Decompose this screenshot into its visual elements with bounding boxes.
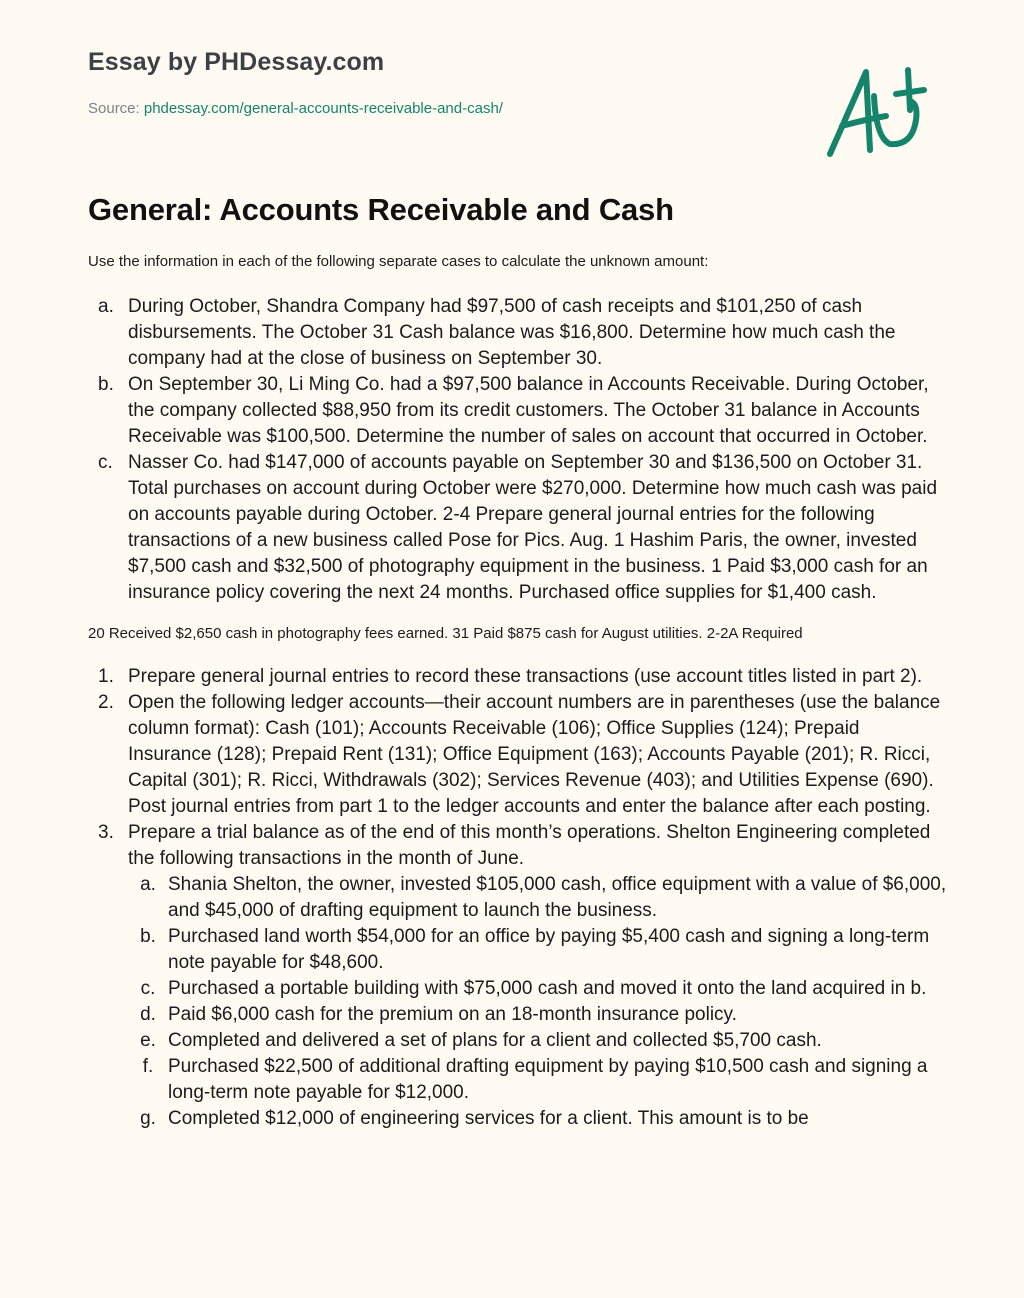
list-item-text: Purchased land worth $54,000 for an office by paying $5,400 cash and signing a long-term note payable for $48,600. xyxy=(168,926,930,973)
list-item-text: Nasser Co. had $147,000 of accounts payable on September 30 and $136,500 on October 31. Total purchases on account during October were $270,000. Determine how much cash was paid on accounts payable during October. 2-4 Prepare general journal entries for the following transactions of a new business called Pose for Pics. Aug. 1 Hashim Paris, the owner, invested $7,500 cash and $32,500 of photography equipment in the business. 1 Paid $3,000 cash for an insurance policy covering the next 24 months. Purchased office supplies for $1,400 cash. xyxy=(128,452,938,603)
shelton-transactions-list xyxy=(128,872,948,1132)
list-marker: b. xyxy=(98,374,114,395)
list-marker: a. xyxy=(140,874,156,895)
list-item-text: Shania Shelton, the owner, invested $105,000 cash, office equipment with a value of $6,000, and $45,000 of drafting equipment to launch the business. xyxy=(168,874,947,921)
list-item-text: Completed $12,000 of engineering services for a client. This amount is to be xyxy=(168,1108,809,1129)
list-item-text: Completed and delivered a set of plans for a client and collected $5,700 cash. xyxy=(168,1030,822,1051)
source-label: Source: xyxy=(88,100,144,117)
list-item-case-c xyxy=(88,450,948,606)
page-title: General: Accounts Receivable and Cash xyxy=(88,192,674,227)
cases-list xyxy=(88,294,948,606)
list-marker: e. xyxy=(140,1030,156,1051)
article-body xyxy=(88,190,948,1250)
list-item-transaction-g xyxy=(128,1106,948,1132)
a-plus-grade-icon xyxy=(818,60,938,166)
list-item-transaction-d xyxy=(128,1002,948,1028)
list-item-requirement-2 xyxy=(88,690,948,820)
list-marker: 3. xyxy=(98,822,114,843)
list-marker: c. xyxy=(98,452,113,473)
list-marker: g. xyxy=(140,1108,156,1129)
list-marker: 2. xyxy=(98,692,114,713)
list-item-text: Prepare general journal entries to record these transactions (use account titles listed in part 2). xyxy=(128,666,923,687)
list-item-case-a xyxy=(88,294,948,372)
list-item-text: Purchased a portable building with $75,000 cash and moved it onto the land acquired in b. xyxy=(168,978,927,999)
list-item-text: Open the following ledger accounts—their account numbers are in parentheses (use the balance column format): Cash (101); Accounts Receivable (106); Office Supplies (124); Prepaid Insurance (128); Prepaid Rent (131); Office Equipment (163); Accounts Payable (201); R. Ricci, Capital (301); R. Ricci, Withdrawals (302); Services Revenue (403); and Utilities Expense (690). Post journal entries from part 1 to the ledger accounts and enter the balance after each posting. xyxy=(128,692,941,817)
source-link[interactable]: phdessay.com/general-accounts-receivable-and-cash/ xyxy=(143,100,503,117)
list-item-transaction-c xyxy=(128,976,948,1002)
list-item-transaction-f xyxy=(128,1054,948,1106)
requirements-list xyxy=(88,664,948,1132)
list-item-text: Prepare a trial balance as of the end of this month’s operations. Shelton Engineering completed the following transactions in the month of June. xyxy=(128,822,931,869)
list-item-transaction-e xyxy=(128,1028,948,1054)
list-marker: a. xyxy=(98,296,114,317)
list-item-transaction-a xyxy=(128,872,948,924)
list-item-case-b xyxy=(88,372,948,450)
list-item-text: Paid $6,000 cash for the premium on an 18-month insurance policy. xyxy=(168,1004,737,1025)
source-line xyxy=(88,100,503,117)
list-marker: d. xyxy=(140,1004,156,1025)
list-marker: 1. xyxy=(98,666,114,687)
list-item-text: During October, Shandra Company had $97,500 of cash receipts and $101,250 of cash disbursements. The October 31 Cash balance was $16,800. Determine how much cash the company had at the close of business on September 30. xyxy=(128,296,896,369)
list-item-transaction-b xyxy=(128,924,948,976)
site-brand: Essay by PHDessay.com xyxy=(88,48,385,76)
transactions-paragraph: 20 Received $2,650 cash in photography fees earned. 31 Paid $875 cash for August utilities. 2-2A Required xyxy=(88,625,803,642)
list-marker: c. xyxy=(140,978,156,999)
list-item-requirement-3 xyxy=(88,820,948,1132)
intro-paragraph: Use the information in each of the following separate cases to calculate the unknown amount: xyxy=(88,253,709,270)
list-item-requirement-1 xyxy=(88,664,948,690)
list-marker: f. xyxy=(142,1056,154,1077)
list-item-text: Purchased $22,500 of additional drafting equipment by paying $10,500 cash and signing a long-term note payable for $12,000. xyxy=(168,1056,928,1103)
list-marker: b. xyxy=(140,926,156,947)
list-item-text: On September 30, Li Ming Co. had a $97,500 balance in Accounts Receivable. During October, the company collected $88,950 from its credit customers. The October 31 balance in Accounts Receivable was $100,500. Determine the number of sales on account that occurred in October. xyxy=(128,374,929,447)
